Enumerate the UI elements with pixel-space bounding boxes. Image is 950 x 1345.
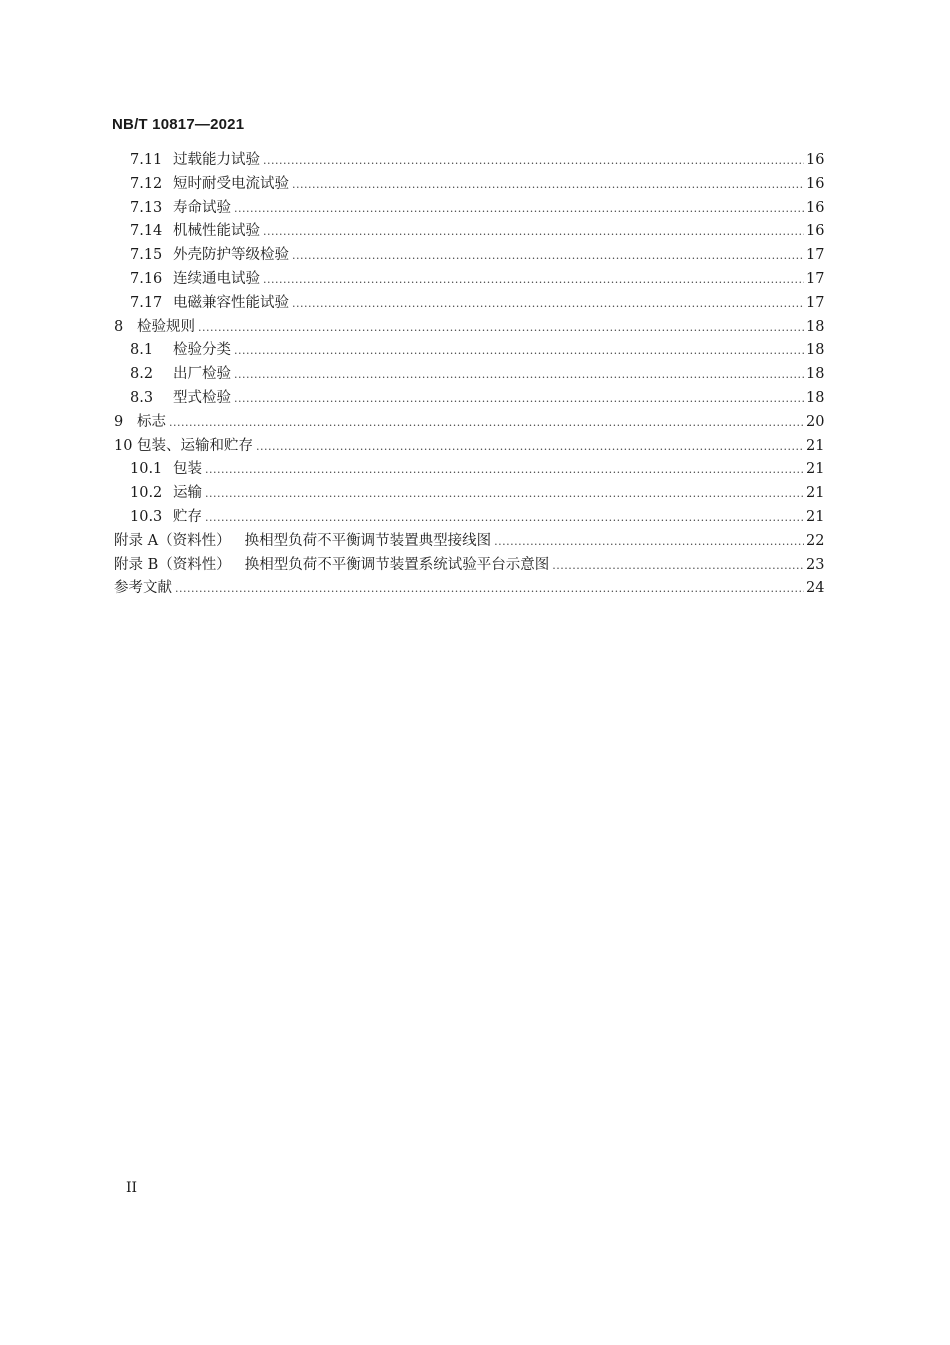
toc-entry-number: 10.1 — [130, 461, 163, 478]
toc-leader-dots — [234, 339, 804, 363]
toc-leader-dots — [175, 577, 804, 601]
toc-entry[interactable] — [114, 553, 824, 577]
toc-entry-page: 21 — [806, 437, 825, 454]
toc-entry[interactable] — [114, 529, 824, 553]
toc-entry-number: 10 — [114, 437, 133, 454]
toc-entry[interactable] — [130, 219, 824, 243]
toc-entry-page: 17 — [806, 294, 825, 311]
toc-entry-title: 检验分类 — [173, 342, 231, 359]
toc-entry-number: 7.15 — [130, 247, 163, 264]
toc-leader-dots — [169, 411, 804, 435]
toc-entry-number: 7.13 — [130, 199, 163, 216]
toc-entry-page: 22 — [806, 532, 825, 549]
toc-entry-title: 过载能力试验 — [173, 152, 260, 168]
toc-entry-page: 21 — [806, 485, 825, 502]
toc-leader-dots — [263, 149, 804, 173]
toc-leader-dots — [292, 173, 804, 197]
toc-leader-dots — [205, 482, 804, 506]
toc-entry-title: 出厂检验 — [173, 366, 231, 383]
toc-entry-page: 20 — [806, 413, 825, 430]
toc-leader-dots — [552, 554, 804, 578]
toc-leader-dots — [292, 292, 804, 316]
toc-entry[interactable] — [114, 434, 824, 458]
toc-entry-title: 外壳防护等级检验 — [173, 247, 289, 264]
toc-entry-title: 电磁兼容性能试验 — [173, 294, 289, 311]
toc-leader-dots — [256, 435, 804, 459]
toc-entry-page: 17 — [806, 247, 825, 264]
toc-leader-dots — [234, 363, 804, 387]
toc-entry-page: 18 — [806, 342, 825, 359]
toc-entry-page: 18 — [806, 366, 825, 383]
toc-entry-title: 换相型负荷不平衡调节装置典型接线图 — [244, 532, 492, 549]
toc-entry-title: 检验规则 — [137, 318, 195, 335]
toc-leader-dots — [205, 458, 804, 482]
toc-entry-title: 参考文献 — [114, 580, 172, 597]
toc-entry-page: 21 — [806, 461, 825, 478]
toc-entry-page: 16 — [806, 223, 825, 240]
toc-entry[interactable] — [114, 410, 824, 434]
toc-entry-page: 23 — [806, 556, 825, 573]
toc-leader-dots — [263, 220, 804, 244]
toc-leader-dots — [263, 268, 804, 292]
toc-entry[interactable] — [130, 386, 824, 410]
toc-entry-page: 21 — [806, 509, 825, 525]
toc-entry-page: 17 — [806, 271, 825, 287]
toc-entry[interactable] — [130, 481, 824, 505]
toc-entry[interactable] — [130, 505, 824, 529]
toc-entry-number: 8.3 — [130, 390, 154, 406]
toc-entry-title: 包装 — [173, 461, 202, 478]
toc-entry-page: 16 — [806, 175, 825, 192]
toc-entry-number: 7.14 — [130, 223, 163, 240]
standard-number: NB/T 10817—2021 — [112, 116, 245, 133]
toc-entry[interactable] — [130, 172, 824, 196]
toc-entry-page: 16 — [806, 152, 825, 168]
toc-entry-title: 机械性能试验 — [173, 223, 260, 240]
toc-entry-title: 短时耐受电流试验 — [173, 175, 289, 192]
toc-entry[interactable] — [130, 243, 824, 267]
toc-entry-number: 8.1 — [130, 342, 154, 359]
toc-entry-title: 换相型负荷不平衡调节装置系统试验平台示意图 — [244, 556, 550, 573]
toc-entry-number: 7.17 — [130, 294, 163, 311]
toc-entry-number: 7.12 — [130, 175, 163, 192]
toc-entry-number: 8.2 — [130, 366, 154, 383]
toc-leader-dots — [234, 197, 804, 221]
toc-leader-dots — [205, 506, 804, 530]
toc-entry-title: 连续通电试验 — [173, 271, 260, 287]
toc-entry-number: 附录 B（资料性） — [114, 556, 231, 573]
toc-entry-number: 附录 A（资料性） — [114, 532, 231, 549]
toc-entry-number: 7.11 — [130, 152, 163, 168]
toc-entry-title: 贮存 — [173, 509, 202, 525]
toc-entry-title: 寿命试验 — [173, 199, 231, 216]
toc-entry-number: 10.3 — [130, 509, 163, 525]
toc-entry-number: 10.2 — [130, 485, 163, 502]
toc-entry[interactable] — [130, 148, 824, 172]
toc-entry-title: 运输 — [173, 485, 202, 502]
toc-entry[interactable] — [114, 576, 824, 600]
toc-entry-page: 16 — [806, 199, 825, 216]
toc-entry-number: 9 — [114, 413, 124, 430]
toc-entry-number: 8 — [114, 318, 124, 335]
toc-entry-page: 18 — [806, 318, 825, 335]
toc-entry-title: 标志 — [137, 413, 166, 430]
toc-entry-page: 18 — [806, 390, 825, 406]
toc-entry[interactable] — [130, 457, 824, 481]
toc-entry-title: 包装、运输和贮存 — [137, 437, 253, 454]
toc-leader-dots — [234, 387, 804, 411]
toc-leader-dots — [198, 316, 804, 340]
toc-entry-title: 型式检验 — [173, 390, 231, 406]
toc-entry-number: 7.16 — [130, 271, 163, 287]
toc-leader-dots — [494, 530, 804, 554]
page-number: II — [126, 1180, 138, 1196]
toc-entry[interactable] — [114, 315, 824, 339]
toc-entry[interactable] — [130, 362, 824, 386]
toc-entry[interactable] — [130, 267, 824, 291]
toc-entry[interactable] — [130, 196, 824, 220]
toc-leader-dots — [292, 244, 804, 268]
toc-entry[interactable] — [130, 338, 824, 362]
toc-entry[interactable] — [130, 291, 824, 315]
toc-entry-page: 24 — [806, 580, 825, 597]
